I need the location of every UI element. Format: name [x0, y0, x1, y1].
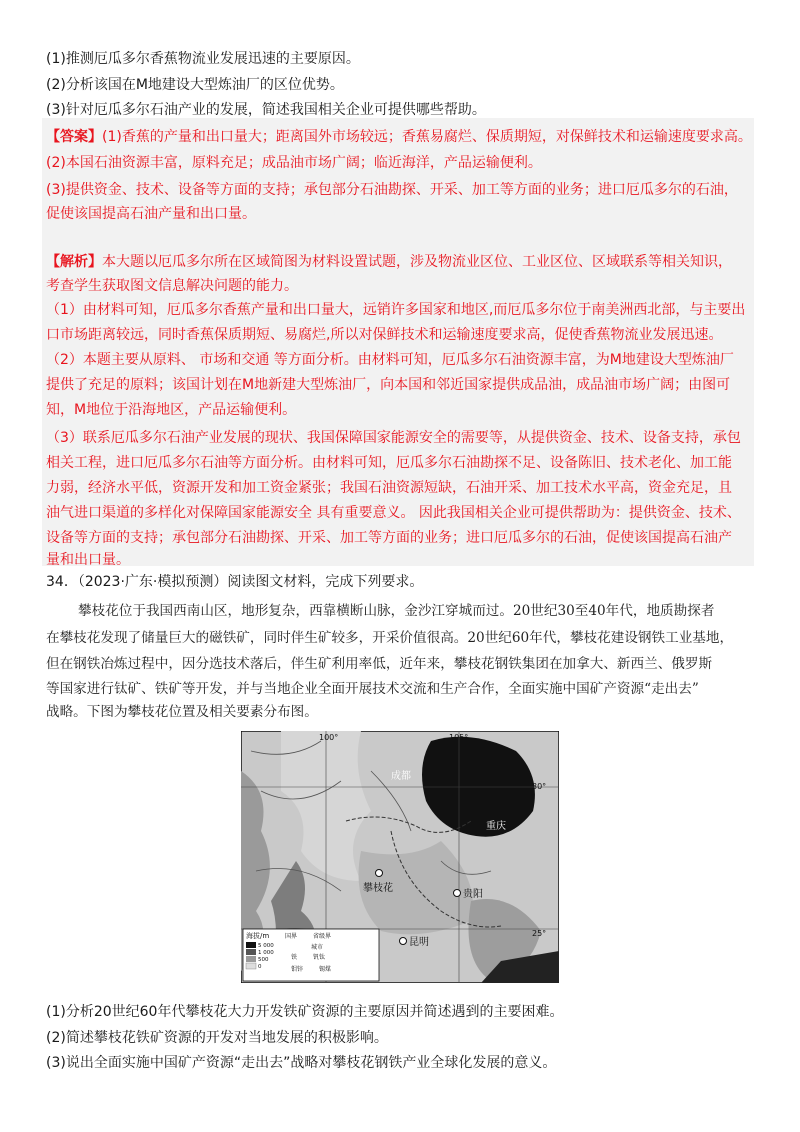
legend-item-iron: 铁	[291, 954, 298, 961]
city-label-chengdu: 成都	[391, 771, 411, 782]
analysis-line-3: （1）由材料可知，厄瓜多尔香蕉产量和出口量大，远销许多国家和地区,而厄瓜多尔位于南美洲西北部，与主要出	[46, 302, 746, 318]
city-marker-kunming	[400, 938, 407, 945]
city-marker-guiyang	[454, 890, 461, 897]
analysis-line-8: （3）联系厄瓜多尔石油产业发展的现状、我国保障国家能源安全的需要等，从提供资金、技术、设备支持，承包	[46, 430, 741, 446]
answer-line-2: (2)本国石油资源丰富，原料充足；成品油市场广阔；临近海洋，产品运输便利。	[46, 155, 542, 171]
material-line-1: 攀枝花位于我国西南山区，地形复杂，西靠横断山脉，金沙江穿城而过。20世纪30至40年代，地质勘探者	[78, 603, 715, 619]
analysis-line-5: （2）本题主要从原料、 市场和交通 等方面分析。由材料可知，厄瓜多尔石油资源丰富，为M地建设大型炼油厂	[46, 352, 734, 368]
material-line-5: 战略。下图为攀枝花位置及相关要素分布图。	[46, 704, 318, 720]
answer-line-3: (3)提供资金、技术、设备等方面的支持；承包部分石油勘探、开采、加工等方面的业务；进口厄瓜多尔的石油，	[46, 182, 738, 198]
city-label-kunming: 昆明	[409, 937, 429, 948]
legend-item-city: 城市	[311, 944, 324, 951]
lon-label-105: 105°	[449, 733, 469, 742]
legend-item-tin-coal: 锡煤	[319, 966, 332, 973]
analysis-line-13: 量和出口量。	[46, 552, 130, 568]
analysis-line-11: 油气进口渠道的多样化对保障国家能源安全 具有重要意义。 因此我国相关企业可提供帮助为：提供资金、技术、	[46, 505, 741, 521]
prev-question-2: (2)分析该国在M地建设大型炼油厂的区位优势。	[46, 77, 344, 93]
analysis-line-2: 考查学生获取图文信息解决问题的能力。	[46, 278, 298, 294]
lat-label-25: 25°	[532, 929, 547, 938]
material-line-4: 等国家进行钛矿、铁矿等开发，并与当地企业全面开展技术交流和生产合作，全面实施中国矿产资源“走出去”	[46, 681, 699, 697]
material-line-3: 但在钢铁冶炼过程中，因分选技术落后，伴生矿利用率低，近年来，攀枝花钢铁集团在加拿大、新西兰、俄罗斯	[46, 656, 713, 672]
legend-title: 海拔/m	[246, 932, 270, 940]
legend-item-border: 国界	[285, 933, 298, 940]
analysis-line-1	[46, 252, 732, 272]
material-line-2: 在攀枝花发现了储量巨大的磁铁矿，同时伴生矿较多，开采价值很高。20世纪60年代，攀枝花建设钢铁工业基地，	[46, 630, 734, 646]
answer-text-1: (1)香蕉的产量和出口量大；距离国外市场较远；香蕉易腐烂、保质期短，对保鲜技术和运输速度要求高。	[102, 129, 752, 145]
legend-level-500: 500	[258, 957, 269, 963]
city-marker-panzhihua	[376, 870, 383, 877]
legend-level-1000: 1 000	[258, 950, 274, 956]
analysis-line-12: 设备等方面的支持；承包部分石油勘探、开采、加工等方面的业务；进口厄瓜多尔的石油，促使该国提高石油产	[46, 530, 732, 546]
city-label-chongqing: 重庆	[486, 821, 506, 832]
analysis-line-4: 口市场距离较远，同时香蕉保质期短、易腐烂,所以对保鲜技术和运输速度要求高，促使香蕉物流业发展迅速。	[46, 327, 723, 343]
lon-label-100: 100°	[319, 733, 339, 742]
analysis-line-10: 力弱，经济水平低，资源开发和加工资金紧张；我国石油资源短缺，石油开采、加工技术水平高，资金充足，且	[46, 480, 732, 496]
map-legend	[243, 929, 379, 981]
q34-question-1: (1)分析20世纪60年代攀枝花大力开发铁矿资源的主要原因并简述遇到的主要困难。	[46, 1004, 564, 1020]
answer-tag: 【答案】	[46, 129, 102, 145]
legend-item-molybdenum-zinc: 钼锌	[291, 966, 304, 973]
answer-line-1	[46, 127, 752, 147]
question-34-header: 34．（2023·广东·模拟预测）阅读图文材料，完成下列要求。	[46, 574, 424, 590]
prev-question-1: (1)推测厄瓜多尔香蕉物流业发展迅速的主要原因。	[46, 51, 360, 67]
analysis-line-7: 知，M地位于沿海地区，产品运输便利。	[46, 402, 297, 418]
lat-label-30: 30°	[532, 782, 547, 791]
legend-item-vanadium-titanium: 钒钛	[313, 954, 326, 961]
city-label-panzhihua: 攀枝花	[363, 883, 393, 894]
prev-question-3: (3)针对厄瓜多尔石油产业的发展，简述我国相关企业可提供哪些帮助。	[46, 102, 486, 118]
panzhihua-location-map	[241, 731, 559, 983]
city-label-guiyang: 贵阳	[463, 889, 483, 900]
analysis-tag: 【解析】	[46, 254, 102, 270]
legend-item-province: 省级界	[313, 933, 332, 940]
analysis-line-6: 提供了充足的原料；该国计划在M地新建大型炼油厂，向本国和邻近国家提供成品油，成品油市场广阔；由图可	[46, 377, 731, 393]
analysis-text-1: 本大题以厄瓜多尔所在区域简图为材料设置试题，涉及物流业区位、工业区位、区域联系等相关知识，	[102, 254, 732, 270]
analysis-line-9: 相关工程，进口厄瓜多尔石油等方面分析。由材料可知，厄瓜多尔石油勘探不足、设备陈旧、技术老化、加工能	[46, 455, 732, 471]
legend-level-5000: 5 000	[258, 943, 274, 949]
answer-line-4: 促使该国提高石油产量和出口量。	[46, 206, 256, 222]
q34-question-3: (3)说出全面实施中国矿产资源“走出去”战略对攀枝花钢铁产业全球化发展的意义。	[46, 1055, 557, 1071]
q34-question-2: (2)简述攀枝花铁矿资源的开发对当地发展的积极影响。	[46, 1030, 388, 1046]
legend-level-0: 0	[258, 964, 262, 970]
